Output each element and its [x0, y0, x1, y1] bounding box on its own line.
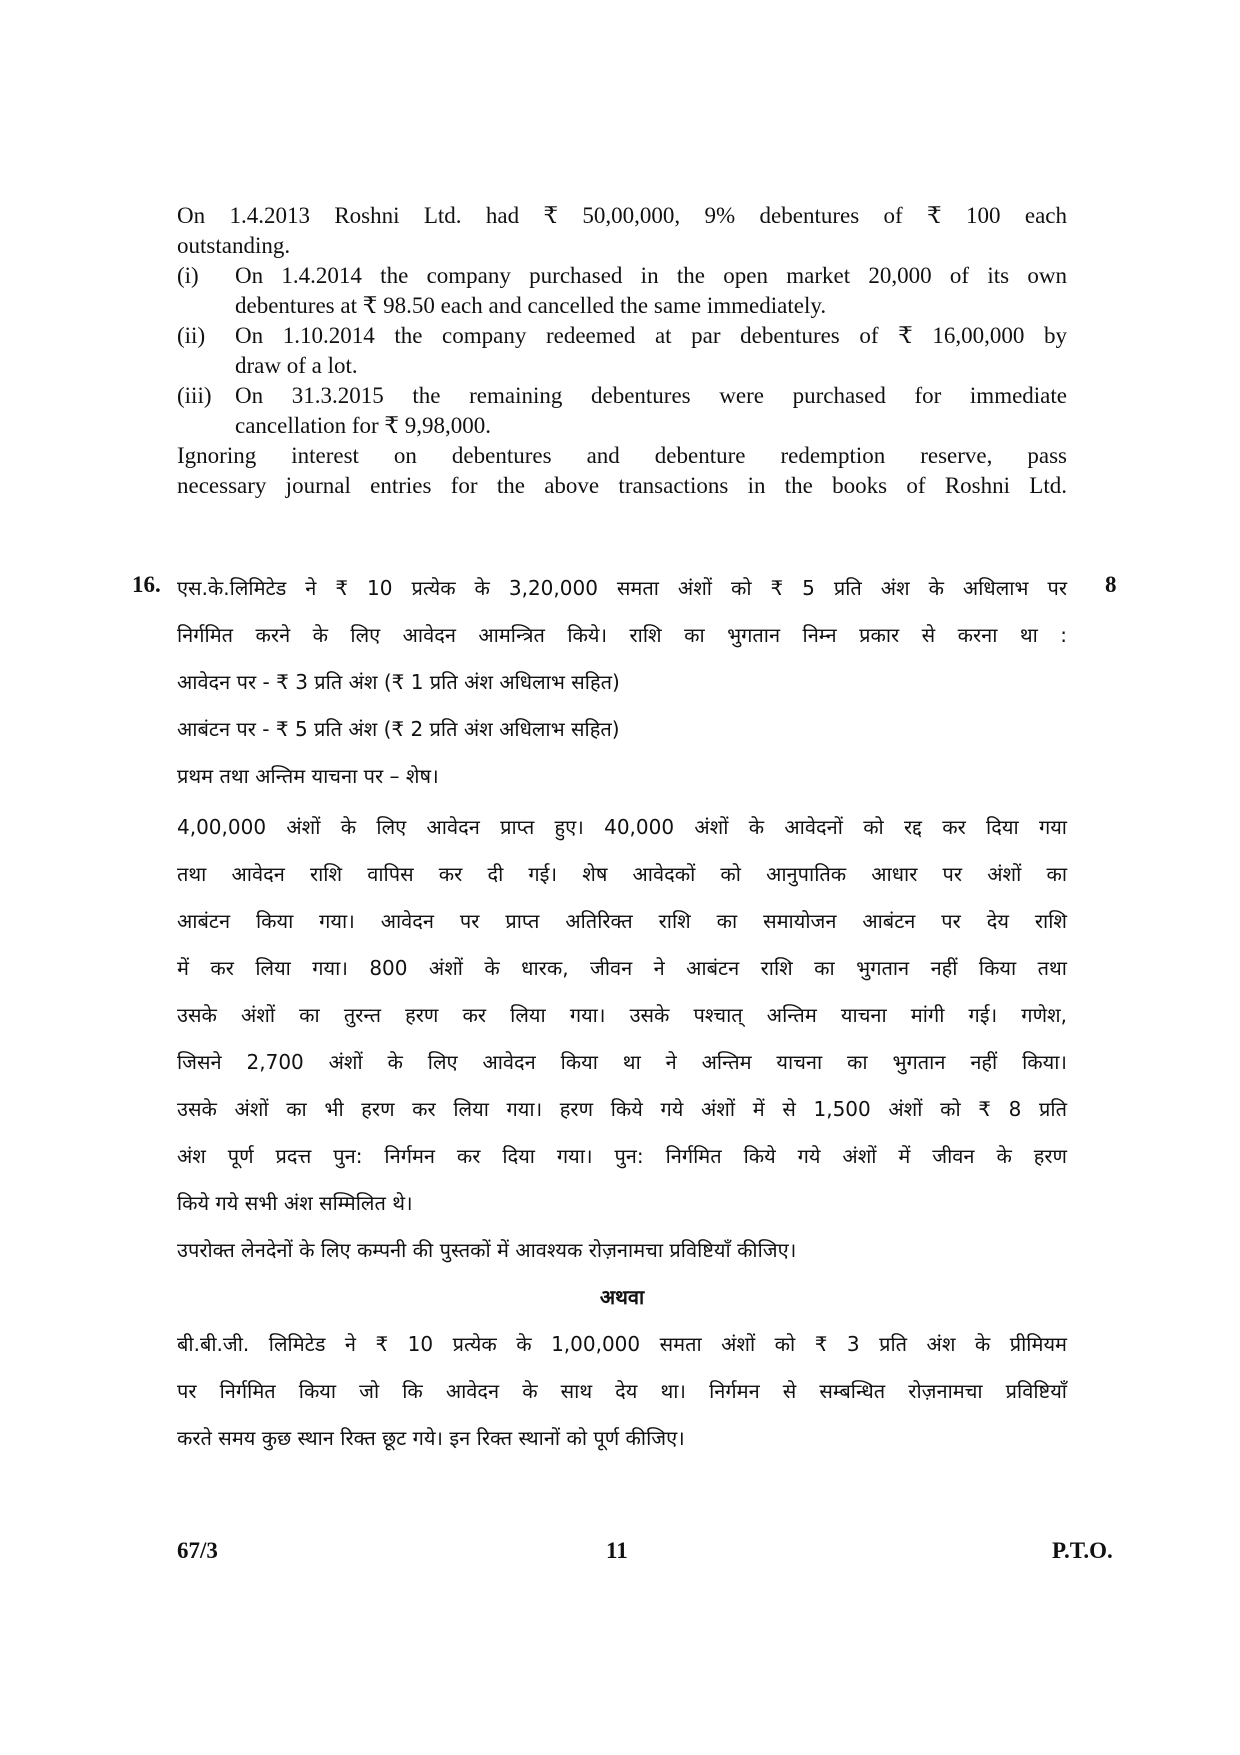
instruction-line: Ignoring interest on debentures and debenture redemption reserve, pass — [177, 443, 1067, 468]
item-line: cancellation for ₹ 9,98,000. — [235, 413, 492, 438]
item-number: (iii) — [177, 383, 212, 408]
q16-line: आवेदन पर - ₹ 3 प्रति अंश (₹ 1 प्रति अंश अधिलाभ सहित) — [177, 670, 620, 694]
sub-item-iii — [177, 381, 1067, 441]
question-15-or-text — [177, 201, 1067, 501]
item-line: debentures at ₹ 98.50 each and cancelled the same immediately. — [235, 293, 827, 318]
item-number: (i) — [177, 263, 199, 288]
para-line: उसके अंशों का भी हरण कर लिया गया। हरण किये गये अंशों में से 1,500 अंशों को ₹ 8 प्रति — [177, 1097, 1067, 1121]
or-para-line: बी.बी.जी. लिमिटेड ने ₹ 10 प्रत्येक के 1,00,000 समता अंशों को ₹ 3 प्रति अंश के प्रीमियम — [177, 1332, 1067, 1356]
q16-line: एस.के.लिमिटेड ने ₹ 10 प्रत्येक के 3,20,000 समता अंशों को ₹ 5 प्रति अंश के अधिलाभ पर — [177, 576, 1067, 600]
or-para-line: करते समय कुछ स्थान रिक्त छूट गये। इन रिक्त स्थानों को पूर्ण कीजिए। — [177, 1426, 685, 1450]
para-line: किये गये सभी अंश सम्मिलित थे। — [177, 1191, 413, 1215]
para-line: आबंटन किया गया। आवेदन पर प्राप्त अतिरिक्त राशि का समायोजन आबंटन पर देय राशि — [177, 909, 1067, 933]
q16-line: आबंटन पर - ₹ 5 प्रति अंश (₹ 2 प्रति अंश अधिलाभ सहित) — [177, 717, 620, 741]
para-line: जिसने 2,700 अंशों के लिए आवेदन किया था ने अन्तिम याचना का भुगतान नहीं किया। — [177, 1050, 1067, 1074]
item-line: On 1.4.2014 the company purchased in the open market 20,000 of its own — [235, 263, 1067, 288]
paper-code: 67/3 — [177, 1538, 218, 1563]
para-line: अंश पूर्ण प्रदत्त पुन: निर्गमन कर दिया गया। पुन: निर्गमित किये गये अंशों में जीवन के हरण — [177, 1144, 1067, 1168]
question-marks: 8 — [1105, 572, 1117, 597]
para-line: उसके अंशों का तुरन्त हरण कर लिया गया। उसके पश्चात् अन्तिम याचना मांगी गई। गणेश, — [177, 1003, 1067, 1027]
item-line: On 31.3.2015 the remaining debentures were purchased for immediate — [235, 383, 1067, 408]
sub-item-i — [177, 261, 1067, 321]
para-line: तथा आवेदन राशि वापिस कर दी गई। शेष आवेदकों को आनुपातिक आधार पर अंशों का — [177, 862, 1067, 886]
item-line: draw of a lot. — [235, 353, 358, 378]
instruction-line: necessary journal entries for the above transactions in the books of Roshni Ltd. — [177, 473, 1067, 498]
para-line: 4,00,000 अंशों के लिए आवेदन प्राप्त हुए। 40,000 अंशों के आवेदनों को रद्द कर दिया गया — [177, 815, 1067, 839]
q16-line: निर्गमित करने के लिए आवेदन आमन्त्रित किये। राशि का भुगतान निम्न प्रकार से करना था : — [177, 623, 1067, 647]
item-number: (ii) — [177, 323, 206, 348]
sub-item-ii — [177, 321, 1067, 381]
question-16-text — [177, 565, 1067, 1462]
intro-line: On 1.4.2013 Roshni Ltd. had ₹ 50,00,000, 9% debentures of ₹ 100 each — [177, 203, 1067, 228]
or-para-line: पर निर्गमित किया जो कि आवेदन के साथ देय था। निर्गमन से सम्बन्धित रोज़नामचा प्रविष्टियाँ — [177, 1379, 1067, 1403]
instruction-line: उपरोक्त लेनदेनों के लिए कम्पनी की पुस्तकों में आवश्यक रोज़नामचा प्रविष्टियाँ कीजिए। — [177, 1238, 797, 1262]
or-label: अथवा — [599, 1285, 645, 1309]
item-line: On 1.10.2014 the company redeemed at par debentures of ₹ 16,00,000 by — [235, 323, 1067, 348]
q16-line: प्रथम तथा अन्तिम याचना पर – शेष। — [177, 764, 439, 788]
pto-label: P.T.O. — [1052, 1538, 1113, 1563]
question-number: 16. — [132, 572, 161, 597]
para-line: में कर लिया गया। 800 अंशों के धारक, जीवन ने आबंटन राशि का भुगतान नहीं किया तथा — [177, 956, 1067, 980]
page-number: 11 — [606, 1538, 628, 1563]
intro-line: outstanding. — [177, 233, 291, 258]
